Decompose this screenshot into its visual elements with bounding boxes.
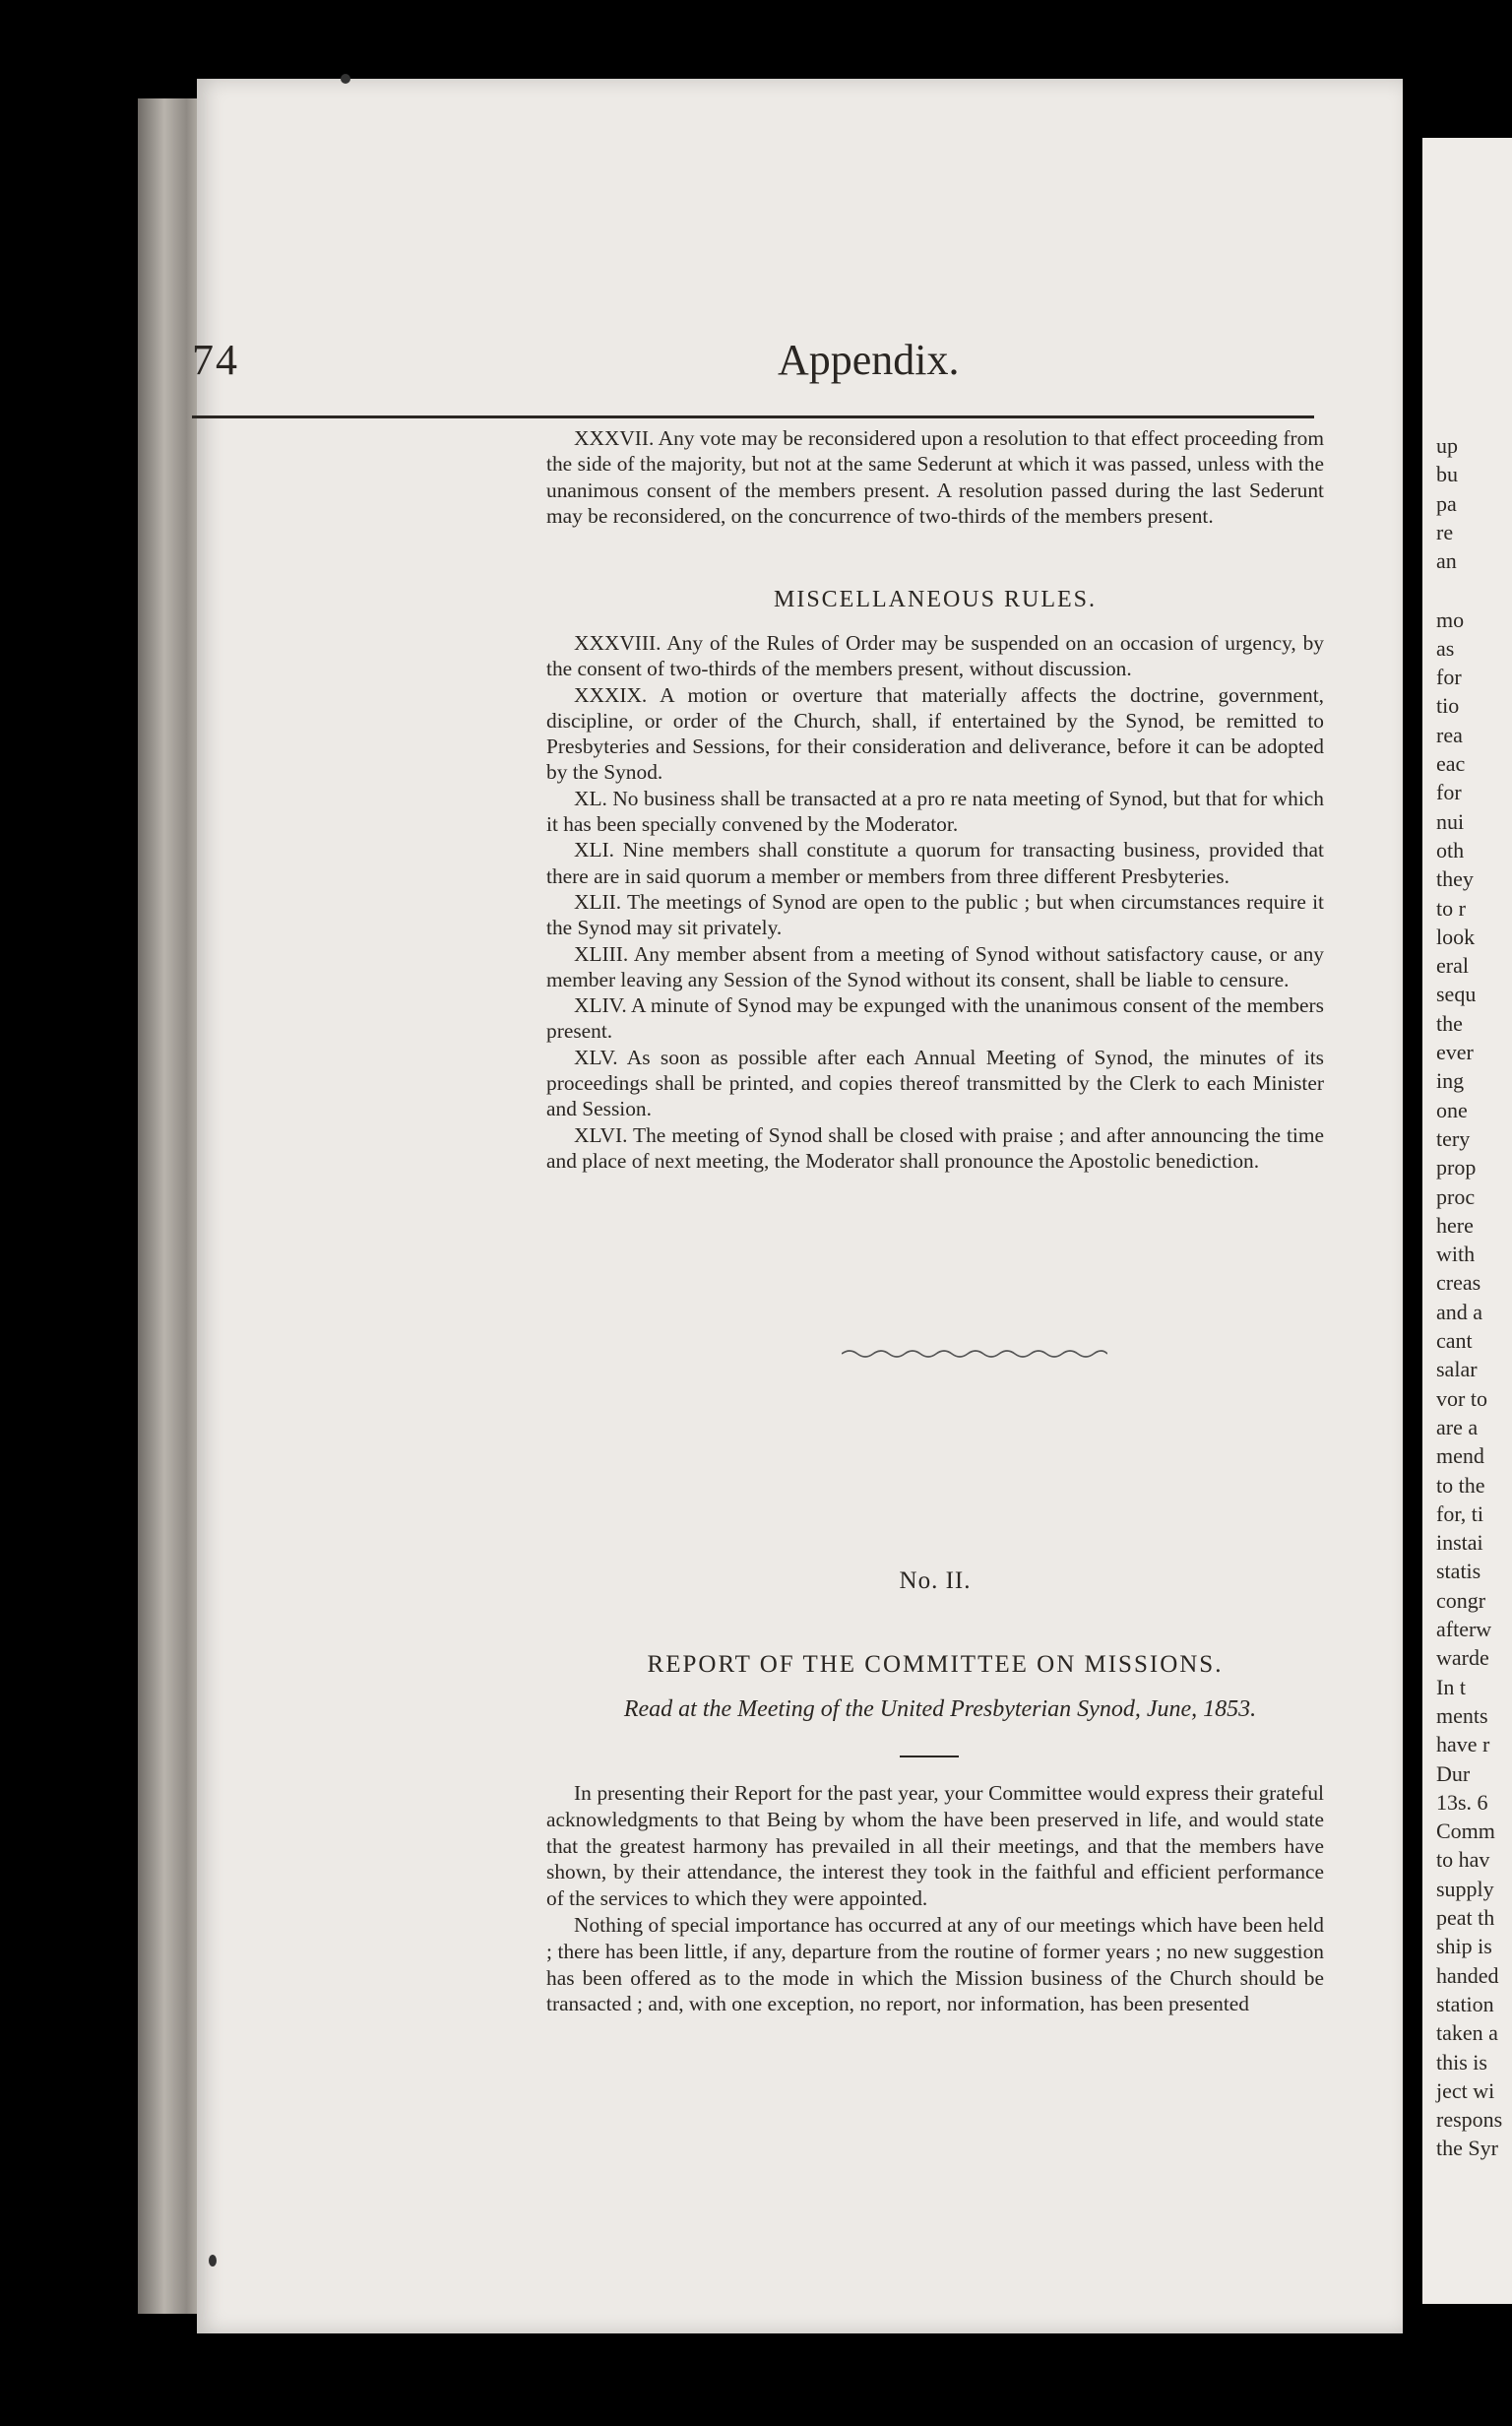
adjacent-page-fragment: have r: [1436, 1732, 1490, 1757]
adjacent-page-fragment: the: [1436, 1010, 1463, 1036]
adjacent-page-fragment: sequ: [1436, 982, 1477, 1007]
adjacent-page-fragment: to the: [1436, 1472, 1485, 1498]
adjacent-page-fragment: for: [1436, 780, 1462, 805]
adjacent-page-fragment: oth: [1436, 837, 1465, 862]
adjacent-page-fragment: to hav: [1436, 1847, 1490, 1873]
adjacent-page-fragment: ject wi: [1436, 2077, 1495, 2103]
section-heading: MISCELLANEOUS RULES.: [773, 587, 1097, 612]
rule-paragraph: XXXVII. Any vote may be reconsidered upon a resolution to that effect proceeding from the side of the majority, but not at the same Sederunt at which it was passed, unless with the unanimous consent of the members present. A resolution passed during the last Sederunt may be reconsidered, on the concurrence of two-thirds of the members present.: [546, 426, 1324, 528]
adjacent-page-fragment: to r: [1436, 895, 1466, 921]
rule-paragraph: XLVI. The meeting of Synod shall be closed with praise ; and after announcing the time and place of next meeting, the Moderator shall pronounce the Apostolic benediction.: [546, 1122, 1324, 1173]
adjacent-page-fragment: ing: [1436, 1068, 1465, 1094]
adjacent-page-fragment: mo: [1436, 606, 1465, 632]
adjacent-page-fragment: eral: [1436, 953, 1469, 979]
adjacent-page-fragment: prop: [1436, 1155, 1477, 1181]
rule-paragraph: XLV. As soon as possible after each Annual Meeting of Synod, the minutes of its proceedings shall be printed, and copies thereof transmitted by the Clerk to each Minister and Session.: [546, 1045, 1324, 1121]
page-number: 74: [192, 336, 239, 384]
adjacent-page-fragment: Comm: [1436, 1819, 1495, 1844]
adjacent-page-fragment: nui: [1436, 808, 1465, 834]
adjacent-page-fragment: handed: [1436, 1962, 1499, 1988]
rules-section-a: [546, 425, 1324, 529]
adjacent-page-fragment: ship is: [1436, 1934, 1492, 1959]
adjacent-page-fragment: peat th: [1436, 1905, 1495, 1930]
adjacent-page-fragment: Dur: [1436, 1760, 1471, 1786]
rule-paragraph: XL. No business shall be transacted at a pro re nata meeting of Synod, but that for which it has been specially convened by the Moderator.: [546, 786, 1324, 837]
rule-paragraph: XXXIX. A motion or overture that materially affects the doctrine, government, discipline, or order of the Church, shall, if entertained by the Synod, be remitted to Presbyteries and Sessions, for their consideration and deliverance, before it can be adopted by the Synod.: [546, 682, 1324, 785]
adjacent-page-fragment: re: [1436, 519, 1454, 544]
adjacent-page-fragment: creas: [1436, 1270, 1481, 1296]
adjacent-page-fragment: afterw: [1436, 1617, 1492, 1641]
report-subtitle: Read at the Meeting of the United Presbyterian Synod, June, 1853.: [623, 1696, 1257, 1722]
adjacent-page-fragment: they: [1436, 866, 1474, 892]
adjacent-page-fragment: vor to: [1436, 1385, 1487, 1411]
adjacent-page-fragment: eac: [1436, 751, 1466, 776]
adjacent-page-fragment: look: [1436, 924, 1476, 949]
adjacent-page-fragment: here: [1436, 1212, 1474, 1238]
adjacent-page-fragment: as: [1436, 635, 1455, 661]
binding-mark: [341, 74, 350, 84]
report-paragraph: In presenting their Report for the past year, your Committee would express their grateful acknowledgments to that Being by whom the have been preserved in life, and would state that the greatest harmony has prevailed in all their meetings, and that the members have shown, by their attendance, the interest they took in the faithful and efficient performance of the services to which they were appointed.: [546, 1781, 1324, 1911]
rule-paragraph: XLIV. A minute of Synod may be expunged with the unanimous consent of the members present.: [546, 993, 1324, 1044]
adjacent-page-fragment: salar: [1436, 1357, 1478, 1382]
adjacent-page-fragment: cant: [1436, 1328, 1473, 1353]
adjacent-page-fragment: instai: [1436, 1530, 1483, 1556]
adjacent-page-fragment: 13s. 6: [1436, 1789, 1488, 1815]
report-title: REPORT OF THE COMMITTEE ON MISSIONS.: [647, 1651, 1224, 1678]
adjacent-page-fragment: for, ti: [1436, 1500, 1483, 1526]
decorative-ornament: [842, 1346, 1107, 1362]
adjacent-page-fragment: up: [1436, 433, 1458, 458]
adjacent-page: [1422, 138, 1512, 2304]
adjacent-page-fragment: statis: [1436, 1559, 1481, 1584]
binding-mark: [209, 2255, 217, 2266]
adjacent-page-fragment: supply: [1436, 1876, 1494, 1901]
adjacent-page-fragment: rea: [1436, 722, 1463, 747]
rules-section-b: [546, 630, 1324, 1174]
adjacent-page-fragment: ever: [1436, 1040, 1474, 1064]
adjacent-page-fragment: and a: [1436, 1299, 1483, 1324]
adjacent-page-fragment: station: [1436, 1991, 1494, 2016]
report-paragraph: Nothing of special importance has occurred at any of our meetings which have been held ; there has been little, if any, departure from the routine of former years ; no new suggestion has been offered as to the mode in which the Mission business of the Church should be transacted ; and, with one exception, no report, nor information, has been presented: [546, 1912, 1324, 2016]
rule-paragraph: XLIII. Any member absent from a meeting of Synod without satisfactory cause, or any member leaving any Session of the Synod without its consent, shall be liable to censure.: [546, 941, 1324, 991]
report-body: [546, 1780, 1324, 2017]
rule-paragraph: XLII. The meetings of Synod are open to the public ; but when circumstances require it the Synod may sit privately.: [546, 889, 1324, 940]
adjacent-page-fragment: are a: [1436, 1414, 1479, 1439]
adjacent-page-fragment: respons: [1436, 2107, 1503, 2133]
adjacent-page-fragment: proc: [1436, 1183, 1476, 1209]
adjacent-page-fragment: taken a: [1436, 2020, 1498, 2046]
section-number: No. II.: [899, 1567, 972, 1594]
adjacent-page-fragment: the Syr: [1436, 2136, 1498, 2161]
adjacent-page-fragment: In t: [1436, 1674, 1466, 1699]
rule-paragraph: XLI. Nine members shall constitute a quorum for transacting business, provided that there are in said quorum a member or members from three different Presbyteries.: [546, 838, 1324, 888]
short-rule: [900, 1756, 959, 1757]
adjacent-page-fragment: bu: [1436, 462, 1458, 487]
adjacent-page-fragment: mend: [1436, 1443, 1484, 1469]
adjacent-page-fragment: warde: [1436, 1645, 1489, 1671]
adjacent-page-fragment: ments: [1436, 1702, 1488, 1728]
adjacent-page-fragment: for: [1436, 665, 1462, 690]
header-rule: [192, 415, 1314, 418]
rule-paragraph: XXXVIII. Any of the Rules of Order may be suspended on an occasion of urgency, by the consent of two-thirds of the members present, without discussion.: [546, 631, 1324, 681]
page-header: [192, 266, 1324, 384]
adjacent-page-fragment: one: [1436, 1097, 1468, 1122]
adjacent-page-fragment: tery: [1436, 1125, 1471, 1151]
adjacent-page-fragment: with: [1436, 1242, 1476, 1267]
adjacent-page-fragment: congr: [1436, 1587, 1486, 1613]
adjacent-page-fragment: an: [1436, 548, 1457, 574]
running-title: Appendix.: [778, 336, 960, 384]
adjacent-page-fragment: pa: [1436, 490, 1457, 516]
adjacent-page-fragment: tio: [1436, 693, 1460, 719]
adjacent-page-fragment: this is: [1436, 2049, 1487, 2075]
